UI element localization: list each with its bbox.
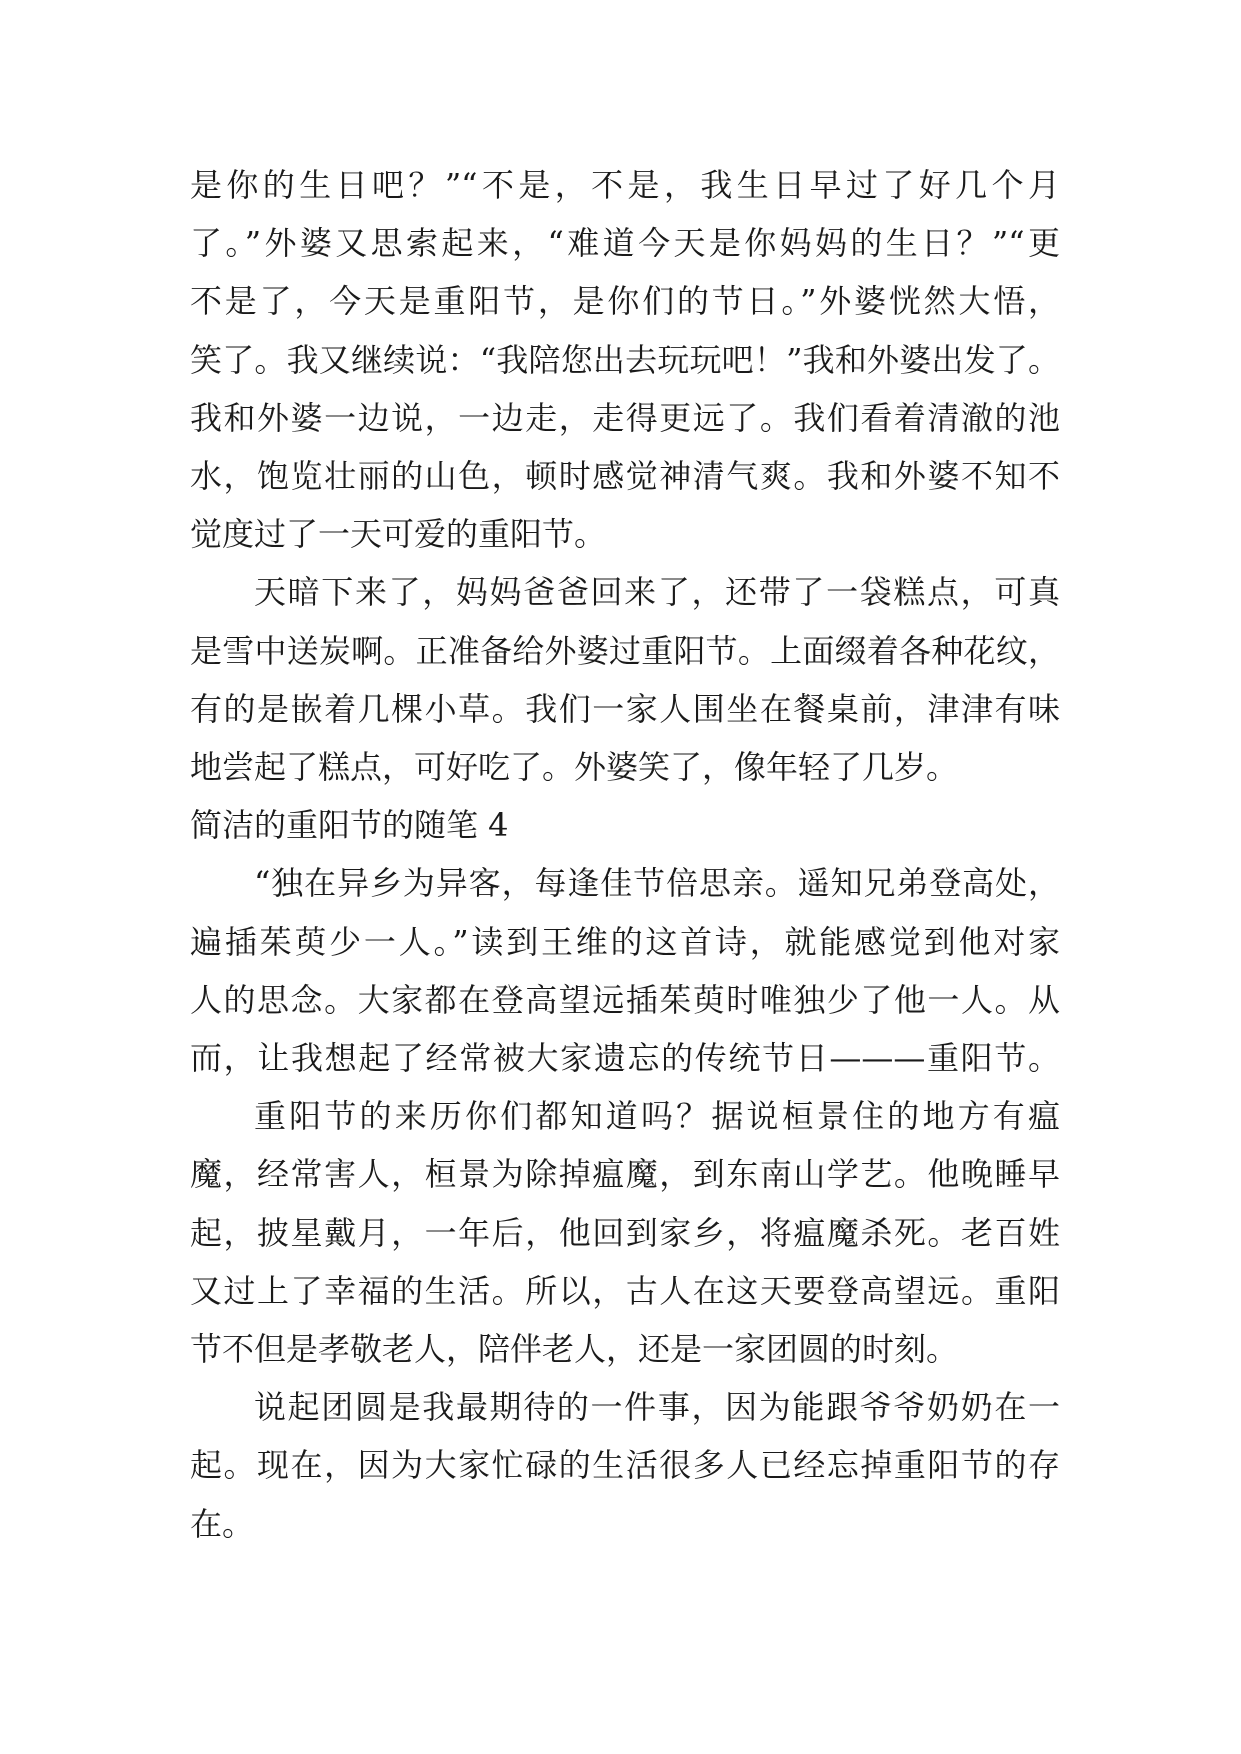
text-line: 又过上了幸福的生活。所以，古人在这天要登高望远。重阳 xyxy=(190,1271,1060,1310)
text-line: 是你的生日吧？”“不是，不是，我生日早过了好几个月 xyxy=(190,166,1060,204)
text-line: 重阳节的来历你们都知道吗？据说桓景住的地方有瘟 xyxy=(254,1097,1060,1136)
section-heading: 简洁的重阳节的随笔 4 xyxy=(190,806,509,845)
text-line: 有的是嵌着几棵小草。我们一家人围坐在餐桌前，津津有味 xyxy=(190,689,1060,728)
text-line: 地尝起了糕点，可好吃了。外婆笑了，像年轻了几岁。 xyxy=(190,748,959,786)
text-line: 起，披星戴月，一年后，他回到家乡，将瘟魔杀死。老百姓 xyxy=(190,1213,1060,1252)
text-line: 说起团圆是我最期待的一件事，因为能跟爷爷奶奶在一 xyxy=(254,1388,1060,1427)
text-line: 在。 xyxy=(190,1504,255,1543)
text-line: 人的思念。大家都在登高望远插茱萸时唯独少了他一人。从 xyxy=(190,980,1060,1019)
text-line: 了。”外婆又思索起来，“难道今天是你妈妈的生日？”“更 xyxy=(190,224,1060,263)
text-line: 水，饱览壮丽的山色，顿时感觉神清气爽。我和外婆不知不 xyxy=(190,457,1060,495)
text-line: 而，让我想起了经常被大家遗忘的传统节日———重阳节。 xyxy=(190,1039,1060,1077)
text-line: 觉度过了一天可爱的重阳节。 xyxy=(190,515,607,554)
text-line: 遍插茱萸少一人。”读到王维的这首诗，就能感觉到他对家 xyxy=(190,922,1060,961)
text-line: 是雪中送炭啊。正准备给外婆过重阳节。上面缀着各种花纹， xyxy=(190,631,1060,670)
text-line: 笑了。我又继续说：“我陪您出去玩玩吧！”我和外婆出发了。 xyxy=(190,340,1060,379)
text-line: 不是了，今天是重阳节，是你们的节日。”外婆恍然大悟， xyxy=(190,282,1060,321)
text-line: 起。现在，因为大家忙碌的生活很多人已经忘掉重阳节的存 xyxy=(190,1446,1060,1485)
text-line: 我和外婆一边说，一边走，走得更远了。我们看着清澈的池 xyxy=(190,398,1060,437)
text-line: 天暗下来了，妈妈爸爸回来了，还带了一袋糕点，可真 xyxy=(254,573,1060,612)
text-line: “独在异乡为异客，每逢佳节倍思亲。遥知兄弟登高处， xyxy=(254,864,1060,903)
text-line: 魔，经常害人，桓景为除掉瘟魔，到东南山学艺。他晚睡早 xyxy=(190,1155,1060,1194)
text-line: 节不但是孝敬老人，陪伴老人，还是一家团圆的时刻。 xyxy=(190,1330,959,1368)
